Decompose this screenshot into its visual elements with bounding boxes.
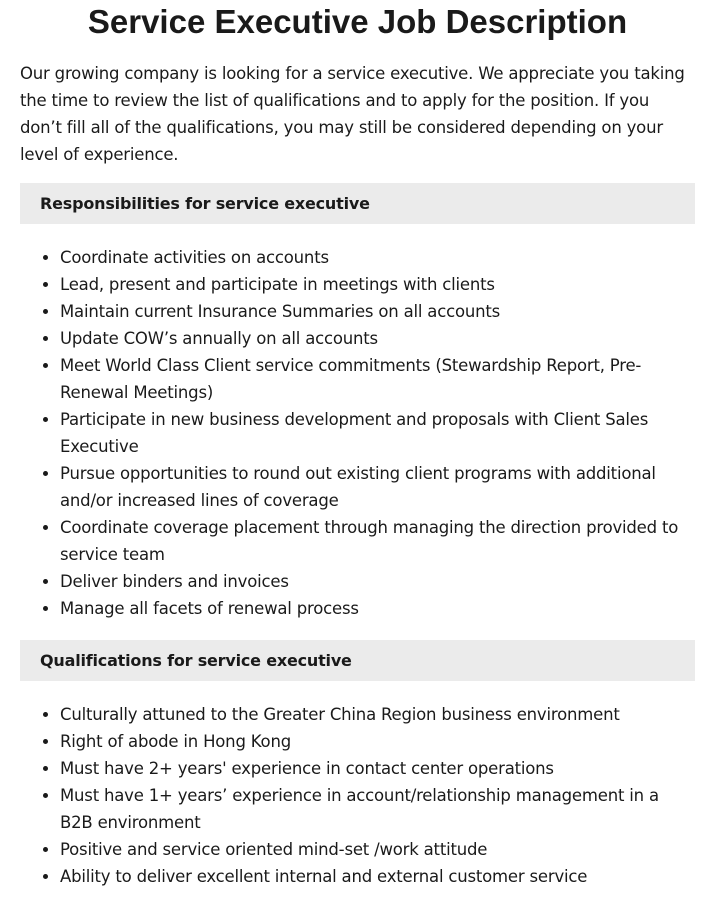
- list-item: • Right of abode in Hong Kong: [60, 728, 695, 755]
- intro-paragraph: Our growing company is looking for a service executive. We appreciate you taking the time to review the list of qualifications and to apply for the position. If you don’t fill all of the qualifications, you may still be considered depending on your level of experience.: [20, 64, 685, 164]
- page-title: Service Executive Job Description: [87, 3, 628, 40]
- qualifications-heading: Qualifications for service executive: [20, 640, 695, 681]
- list-item: • Lead, present and participate in meetings with clients: [60, 271, 695, 298]
- list-item: • Must have 1+ years’ experience in account/relationship management in a B2B environment: [60, 782, 695, 836]
- list-item: • Deliver binders and invoices: [60, 568, 695, 595]
- list-item: • Maintain current Insurance Summaries on all accounts: [60, 298, 695, 325]
- list-item: • Coordinate coverage placement through managing the direction provided to service team: [60, 514, 695, 568]
- list-item: • Meet World Class Client service commitments (Stewardship Report, Pre-Renewal Meetings): [60, 352, 695, 406]
- list-item: • Culturally attuned to the Greater China Region business environment: [60, 701, 695, 728]
- list-item: • Ability to deliver excellent internal and external customer service: [60, 863, 695, 890]
- responsibilities-heading: Responsibilities for service executive: [20, 183, 695, 224]
- list-item: • Positive and service oriented mind-set /work attitude: [60, 836, 695, 863]
- list-item: • Coordinate activities on accounts: [60, 244, 695, 271]
- list-item: • Must have 2+ years' experience in contact center operations: [60, 755, 695, 782]
- responsibilities-list: [20, 244, 695, 622]
- list-item: • Update COW’s annually on all accounts: [60, 325, 695, 352]
- list-item: • Manage all facets of renewal process: [60, 595, 695, 622]
- list-item: • Pursue opportunities to round out existing client programs with additional and/or increased lines of coverage: [60, 460, 695, 514]
- list-item: • Participate in new business development and proposals with Client Sales Executive: [60, 406, 695, 460]
- qualifications-list: [20, 701, 695, 890]
